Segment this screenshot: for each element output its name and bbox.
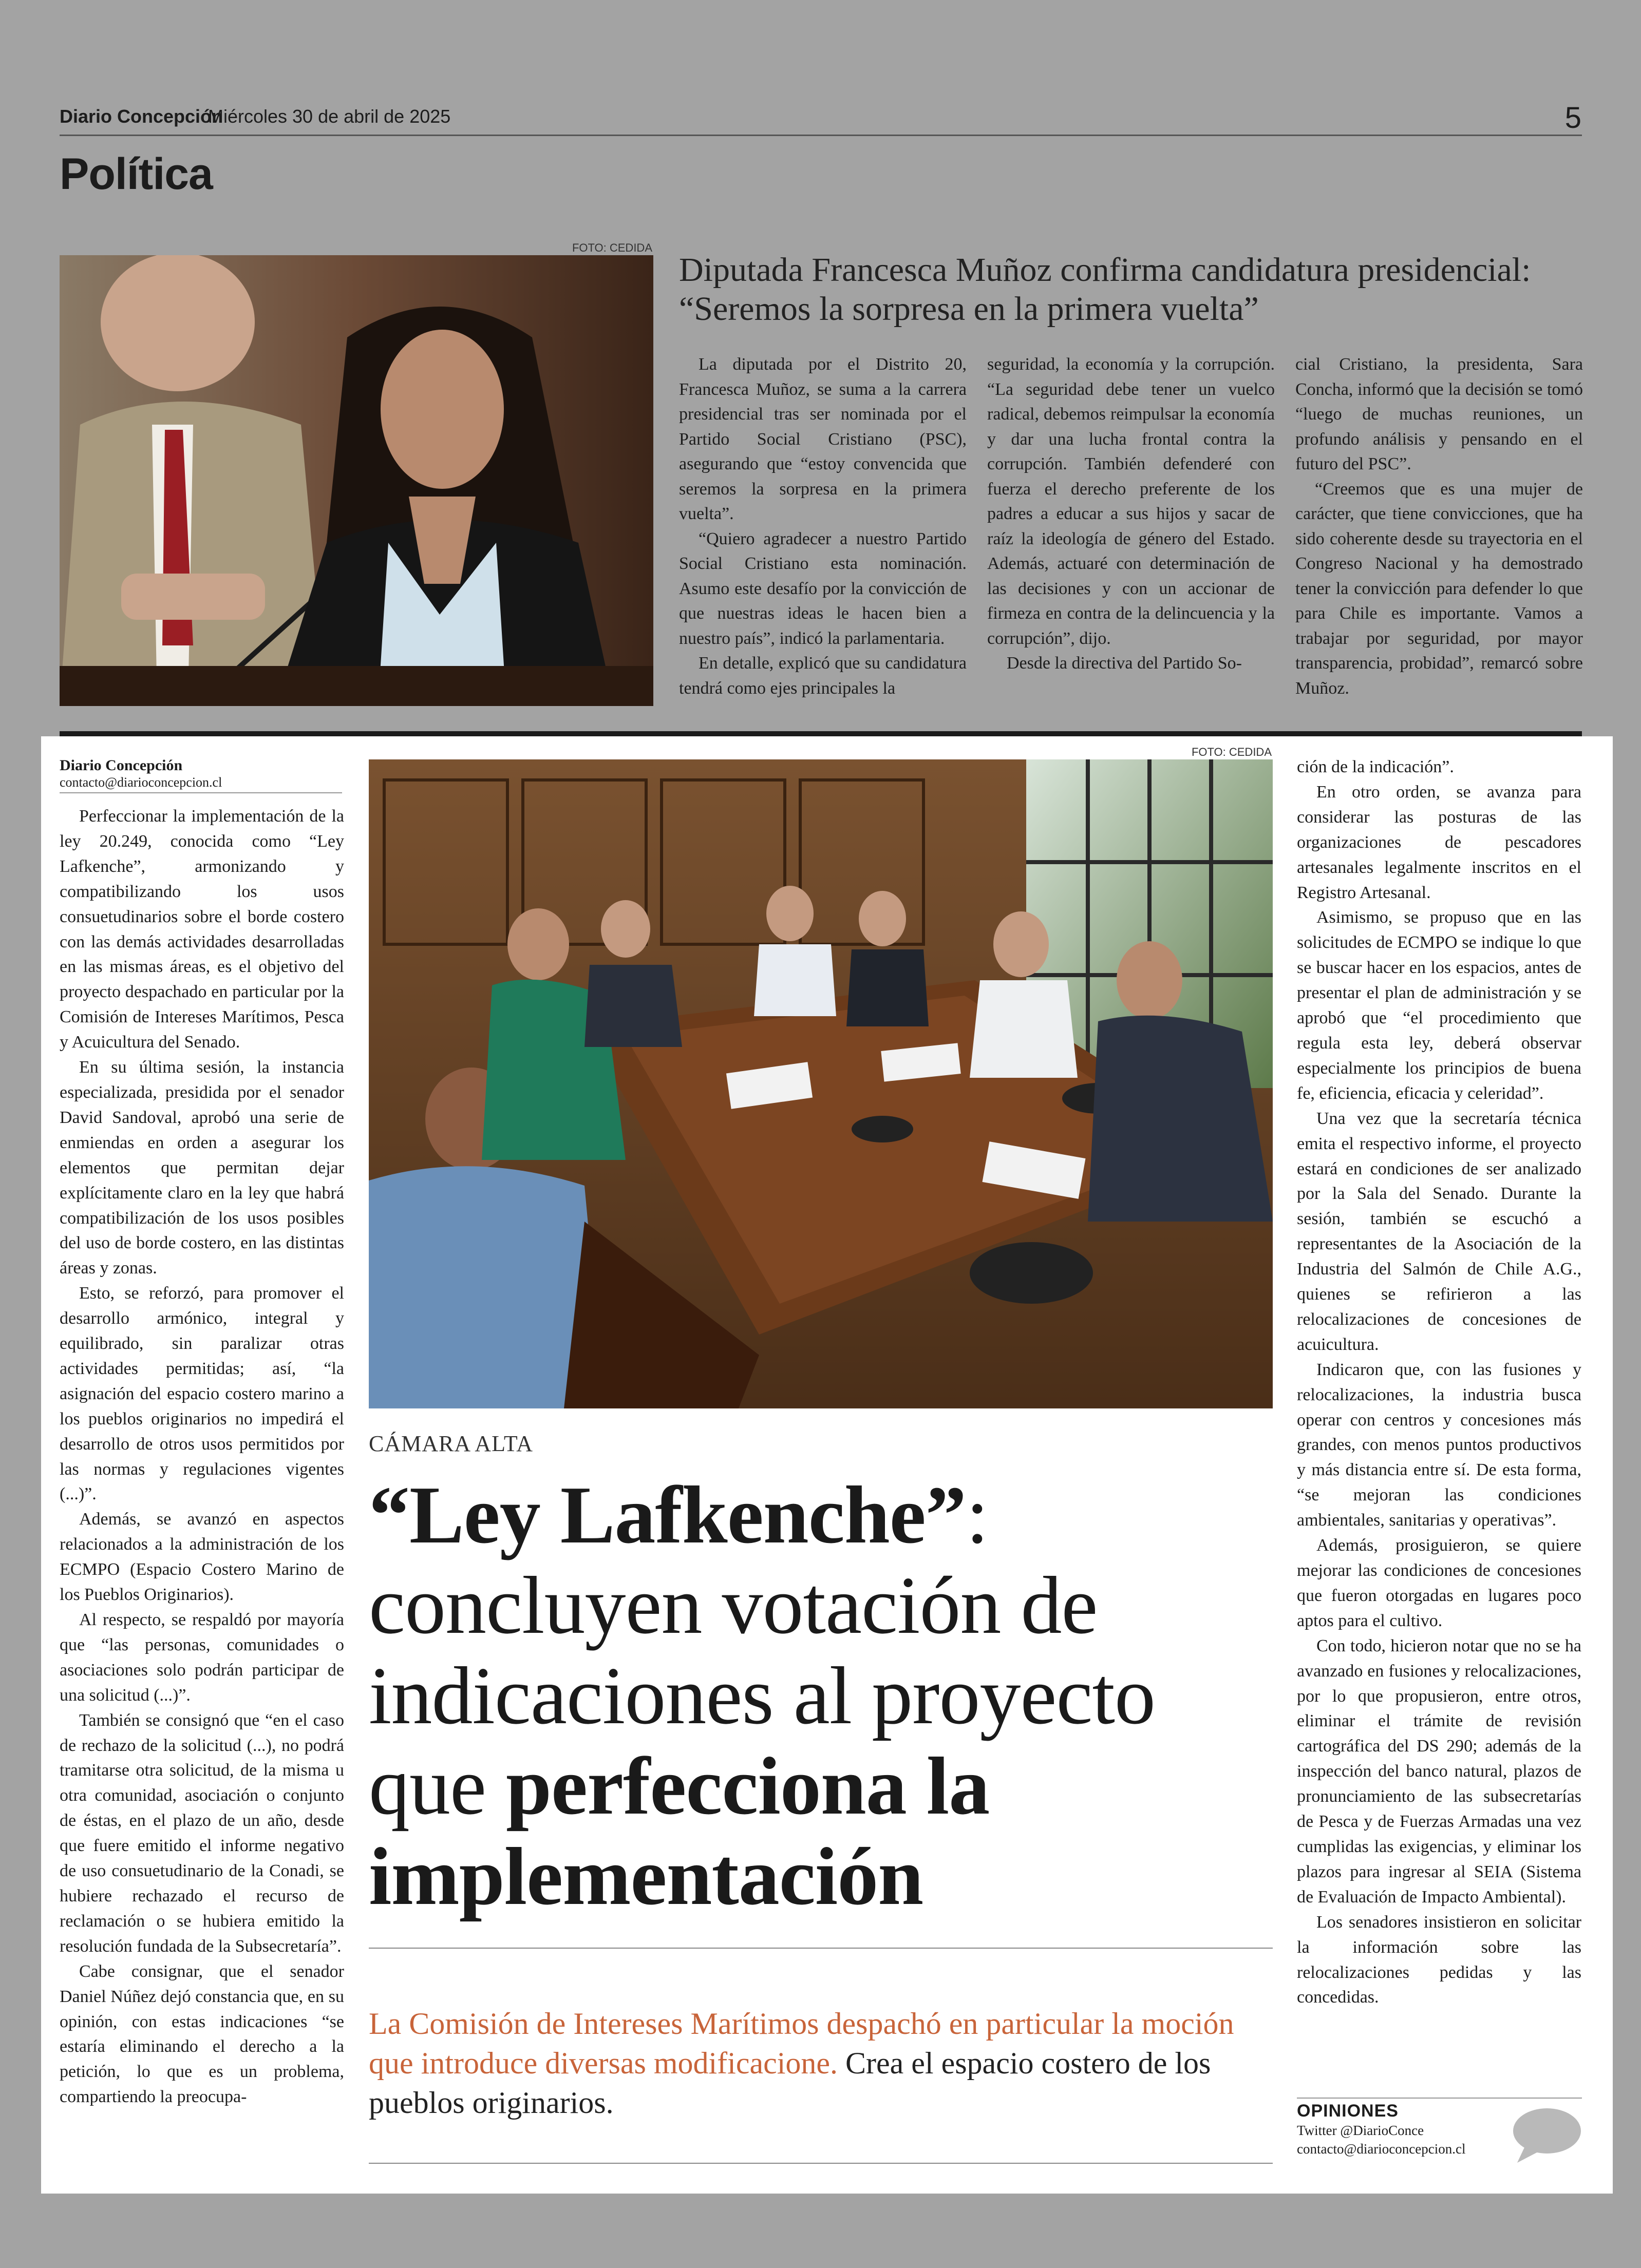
top-article-column-3 [1295, 352, 1583, 701]
paragraph: Con todo, hicieron notar que no se ha avanzado en fusiones y relocalizaciones, por lo que propusieron, entre otros, eliminar el trámite de revisión cartográfica del DS 290; además de la inspección del banco natural, plazos de pronunciamiento de las subsecretarías de Pesca y de Fuerzas Armadas una vez cumplidas las exigencias, y eliminar los plazos para ingresar al SEIA (Sistema de Evaluación de Impacto Ambiental). [1297, 1636, 1581, 1907]
paragraph: Indicaron que, con las fusiones y relocalizaciones, la industria busca operar con centros y concesiones más grandes, con menos puntos productivos y más distancia entre sí. De esta forma, “se mejoran las condiciones ambientales, sanitarias y operativas”. [1297, 1360, 1581, 1530]
opinion-rule [1297, 2098, 1582, 2099]
byline-rule [60, 792, 342, 793]
photo-credit: FOTO: CEDIDA [572, 241, 652, 254]
bottom-rule [369, 2163, 1273, 2164]
paragraph: En otro orden, se avanza para considerar las posturas de las organizaciones de pescadores artesanales legalmente inscritos en el Registro Artesanal. [1297, 782, 1581, 902]
deck-subheadline [369, 2004, 1273, 2123]
main-article-right-column [1297, 755, 1581, 2010]
top-article-column-2 [987, 352, 1275, 676]
section-title: Política [60, 149, 213, 199]
paragraph: Además, prosiguieron, se quiere mejorar las condiciones de concesiones que fueron otorgadas en lugares poco aptos para el cultivo. [1297, 1536, 1581, 1630]
byline-name: Diario Concepción [60, 757, 183, 774]
article-divider [60, 731, 1582, 736]
paragraph: Al respecto, se respaldó por mayoría que “las personas, comunidades o asociaciones solo podrán participar de una solicitud (...)”. [60, 1610, 344, 1705]
kicker: CÁMARA ALTA [369, 1431, 534, 1456]
headline-regular-part: : concluyen votación de indicaciones al proyecto que [369, 1469, 1155, 1832]
paragraph: Cabe consignar, que el senador Daniel Núñez dejó constancia que, en su opinión, con estas indicaciones “se estaría eliminando el derecho a la petición, lo que es un problema, compartiendo la preocupa- [60, 1961, 344, 2107]
paragraph: cial Cristiano, la presidenta, Sara Concha, informó que la decisión se tomó “luego de muchas reuniones, un profundo análisis y pensando en el futuro del PSC”. [1295, 355, 1583, 473]
main-article-left-column [60, 804, 344, 2110]
paragraph: En su última sesión, la instancia especializada, presidida por el senador David Sandoval, aprobó una serie de enmiendas en orden a asegurar los elementos que permitan dejar explícitamente claro en la ley que habrá compatibilización de los usos posibles del uso de borde costero, en las distintas áreas y zonas. [60, 1058, 344, 1278]
header-rule [60, 135, 1582, 136]
deputy-photo-illustration [60, 255, 653, 706]
senate-commission-photo-illustration [369, 759, 1273, 1408]
paragraph: Desde la directiva del Partido So- [1007, 654, 1242, 673]
newspaper-name: Diario Concepción [60, 106, 223, 127]
paragraph: “Quiero agradecer a nuestro Partido Social Cristiano esta nominación. Asumo este desafío por la convicción de que nuestras ideas le hacen bien a nuestro país”, indicó la parlamentaria. [679, 529, 967, 648]
top-article-column-1 [679, 352, 967, 701]
headline-bold-part: “Ley Lafkenche” [369, 1469, 966, 1560]
speech-bubble-icon [1510, 2105, 1582, 2167]
paragraph: “Creemos que es una mujer de carácter, que tiene convicciones, que ha sido coherente desde su trayectoria en el Congreso Nacional y ha demostrado tener la convicción para defender lo que para Chile es importante. Vamos a trabajar por seguridad, por mayor transparencia, probidad”, remarcó sobre Muñoz. [1295, 479, 1583, 698]
paragraph: Además, se avanzó en aspectos relacionados a la administración de los ECMPO (Espacio Costero Marino de los Pueblos Originarios). [60, 1510, 344, 1605]
paragraph: Los senadores insistieron en solicitar la información sobre las relocalizaciones pedidas y las concedidas. [1297, 1912, 1581, 2007]
page-number: 5 [1564, 101, 1581, 135]
opinion-email: contacto@diarioconcepcion.cl [1297, 2141, 1466, 2157]
paragraph: Una vez que la secretaría técnica emita el respectivo informe, el proyecto estará en condiciones de ser analizado por la Sala del Senado. Durante la sesión, también se escuchó a representantes de la Asociación de la Industria del Salmón de Chile A.G., quienes se refirieron a las relocalizaciones de concesiones de acuicultura. [1297, 1109, 1581, 1354]
byline-email: contacto@diarioconcepcion.cl [60, 775, 222, 790]
main-headline [369, 1470, 1288, 1921]
deputy-photo [60, 255, 653, 706]
opinion-title: OPINIONES [1297, 2101, 1399, 2121]
photo-credit: FOTO: CEDIDA [1191, 746, 1272, 758]
issue-date: Miércoles 30 de abril de 2025 [208, 106, 451, 127]
headline-bold-part: perfecciona la implementación [369, 1740, 990, 1922]
paragraph: Perfeccionar la implementación de la ley 20.249, conocida como “Ley Lafkenche”, armonizando y compatibilizando los usos consuetudinarios sobre el borde costero con las demás actividades desarrolladas en las mismas áreas, es el objetivo del proyecto despachado en particular por la Comisión de Intereses Marítimos, Pesca y Acuicultura del Senado. [60, 807, 344, 1052]
paragraph: Esto, se reforzó, para promover el desarrollo armónico, integral y equilibrado, sin paralizar otras actividades permitidas; así, “la asignación del espacio costero marino a los pueblos originarios no impedirá el desarrollo de otros usos permitidos por las normas y regulaciones vigentes (...)”. [60, 1284, 344, 1504]
paragraph: También se consignó que “en el caso de rechazo de la solicitud (...), no podrá tramitarse otra solicitud, de la misma u otra comunidad, asociación o conjunto de éstas, en el plazo de un año, desde que fuere emitido el informe negativo de uso consuetudinario de la Conadi, se hubiere rechazado el recurso de reclamación o se hubiera emitido la resolución fundada de la Subsecretaría”. [60, 1710, 344, 1956]
senate-commission-photo [369, 759, 1273, 1408]
opinion-twitter: Twitter @DiarioConce [1297, 2123, 1424, 2138]
paragraph: En detalle, explicó que su candidatura tendrá como ejes principales la [679, 654, 967, 698]
deck-rule [369, 1948, 1273, 1949]
top-article-title: Diputada Francesca Muñoz confirma candidatura presidencial: “Seremos la sorpresa en la primera vuelta” [679, 251, 1531, 328]
paragraph: Asimismo, se propuso que en las solicitudes de ECMPO se indique lo que se buscar hacer en los espacios, antes de presentar el plan de administración y se aprobó que “el procedimiento que regula esta ley, deberá observar especialmente los principios de buena fe, eficiencia, eficacia y celeridad”. [1297, 908, 1581, 1103]
paragraph: La diputada por el Distrito 20, Francesca Muñoz, se suma a la carrera presidencial tras ser nominada por el Partido Social Cristiano (PSC), asegurando que “estoy convencida que seremos la sorpresa en la primera vuelta”. [679, 355, 967, 523]
paragraph: ción de la indicación”. [1297, 757, 1454, 776]
deck-accent-text: La Comisión de Intereses Marítimos despachó en particular la moción que introduce diversas modificacione. [369, 2007, 1234, 2080]
paragraph: seguridad, la economía y la corrupción. “La seguridad debe tener un vuelco radical, debemos reimpulsar la economía y dar una lucha frontal contra la corrupción. También defenderé con fuerza el derecho preferente de los padres a educar a sus hijos y sacar de raíz la ideología de género del Estado. Además, actuaré con determinación de las decisiones y con un accionar de firmeza en contra de la delincuencia y la corrupción”, dijo. [987, 355, 1275, 648]
deck-text: Crea el espacio costero de los pueblos originarios. [369, 2046, 1211, 2120]
